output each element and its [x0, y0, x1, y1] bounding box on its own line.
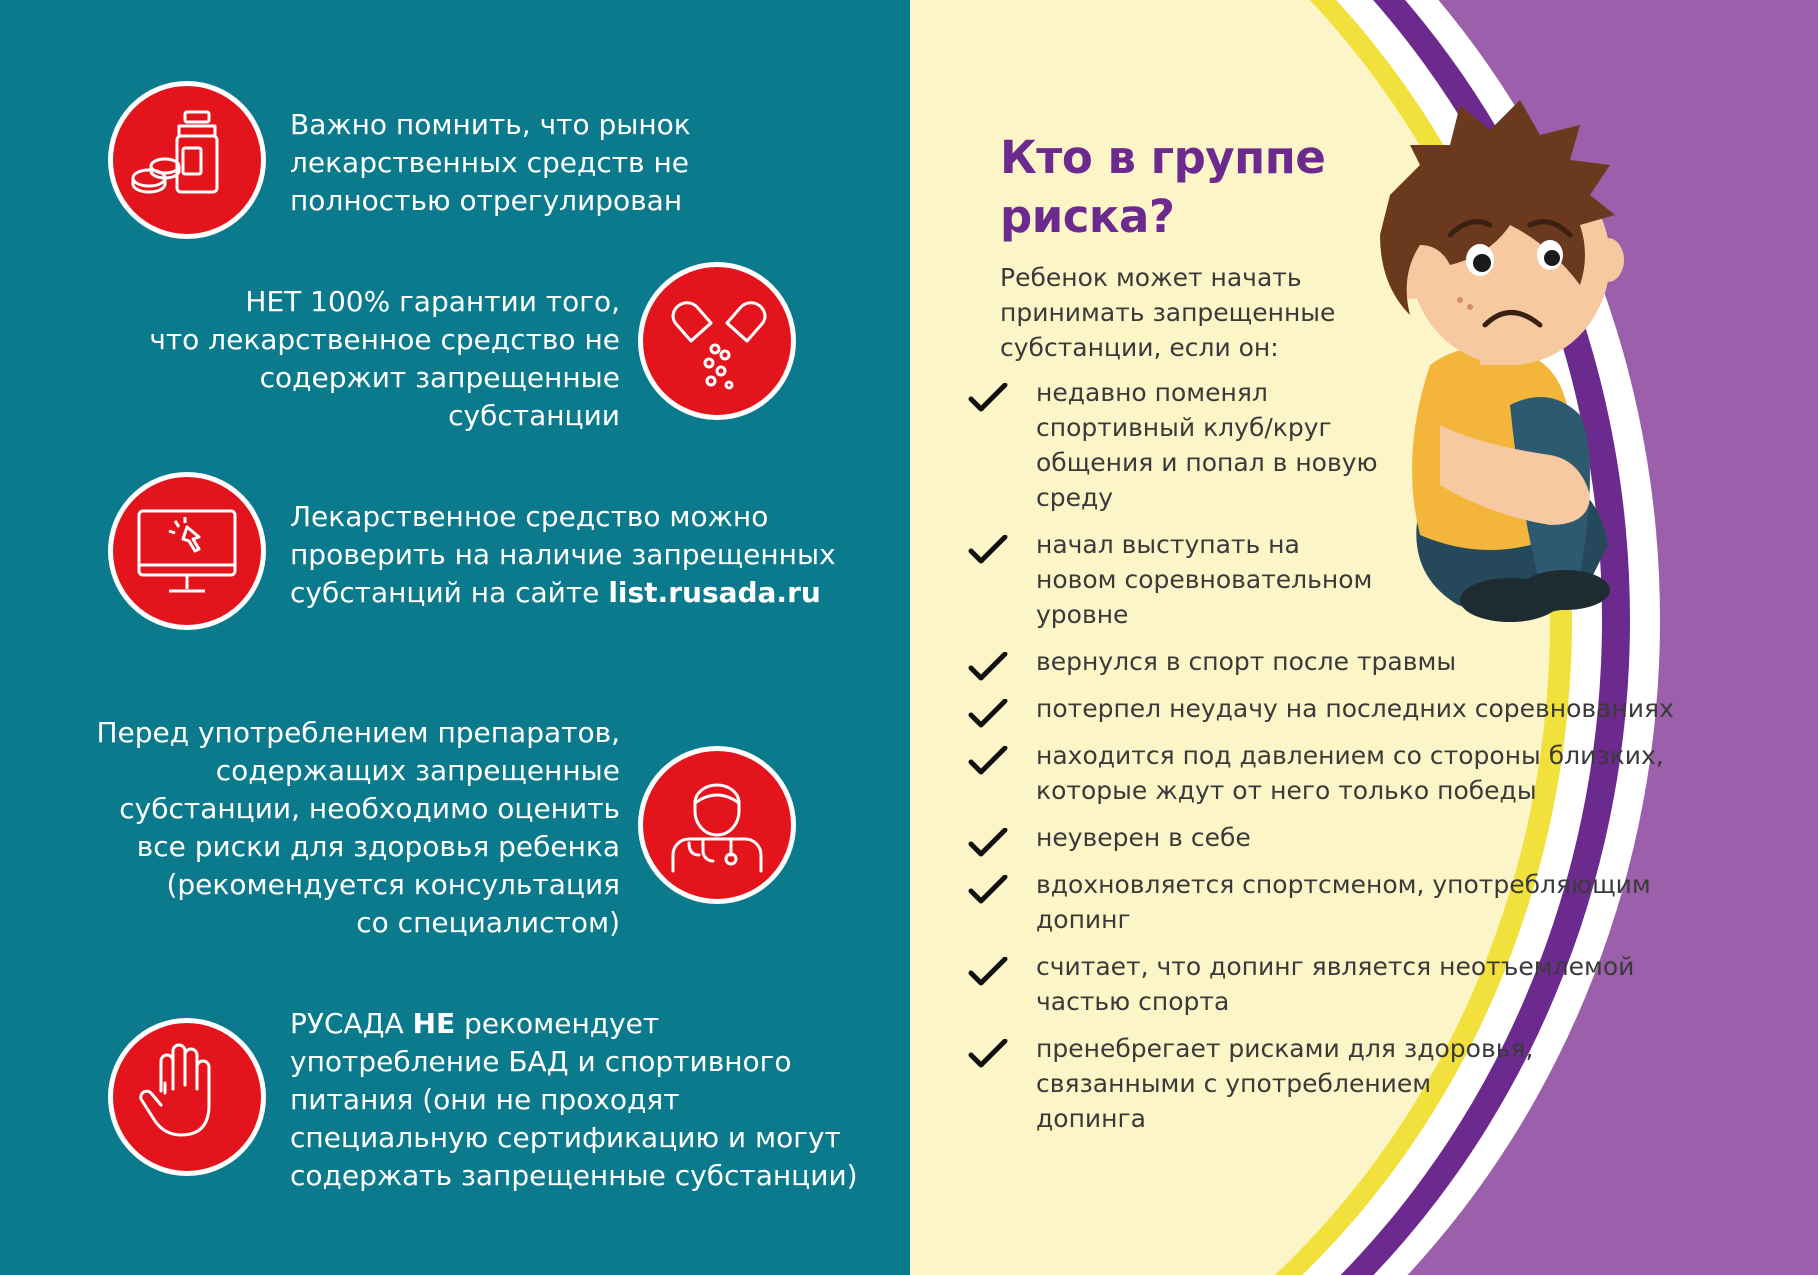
item-assess-risks — [80, 714, 620, 942]
item-line: специальную сертификацию и могут — [290, 1121, 841, 1154]
item-check-online — [290, 498, 850, 612]
item-line: употребление БАД и спортивного — [290, 1045, 792, 1078]
item-text: РУСАДА — [290, 1007, 413, 1040]
stop-hand-icon — [113, 1023, 261, 1171]
computer-click-icon — [113, 477, 261, 625]
item-line: Перед употреблением препаратов, — [96, 716, 620, 749]
risk-factor-item — [968, 1031, 1688, 1136]
doctor-icon — [643, 751, 791, 899]
risk-line: потерпел неудачу на последних соревнованиях — [1036, 694, 1674, 723]
item-line: питания (они не проходят — [290, 1083, 680, 1116]
risk-line: вернулся в спорт после травмы — [1036, 647, 1457, 676]
risk-line: считает, что допинг является неотъемлемой — [1036, 952, 1635, 981]
title-line: Кто в группе — [1000, 131, 1326, 184]
item-line: (рекомендуется консультация — [166, 868, 620, 901]
risk-line: частью спорта — [1036, 987, 1230, 1016]
item-line: НЕТ 100% гарантии того, — [245, 285, 620, 318]
risk-line: допинга — [1036, 1104, 1146, 1133]
risk-group-intro — [1000, 260, 1360, 365]
item-line: содержащих запрещенные — [215, 754, 620, 787]
item-line: все риски для здоровья ребенка — [136, 830, 620, 863]
risk-line: спортивный клуб/круг — [1036, 413, 1332, 442]
risk-factor-item — [968, 738, 1688, 808]
risk-line: пренебрегает рисками для здоровья, — [1036, 1034, 1534, 1063]
risk-line: которые ждут от него только победы — [1036, 776, 1537, 805]
risk-line: общения и попал в новую — [1036, 448, 1378, 477]
rusada-list-link[interactable]: list.rusada.ru — [608, 576, 821, 609]
item-line: лекарственных средств не — [290, 146, 689, 179]
risk-line: связанными с употреблением — [1036, 1069, 1432, 1098]
item-text: рекомендует — [455, 1007, 660, 1040]
item-line — [290, 574, 850, 612]
risk-factor-item — [968, 691, 1688, 726]
item-bold-text: НЕ — [412, 1007, 456, 1040]
risk-group-title — [1000, 128, 1360, 246]
medicine-badge — [108, 81, 266, 239]
item-no-guarantee — [80, 283, 620, 435]
item-line: содержит запрещенные субстанции — [259, 361, 620, 432]
item-line: что лекарственное средство не — [149, 323, 620, 356]
sad-boy-illustration — [1360, 85, 1680, 645]
checkmark-icon — [968, 699, 1008, 729]
stop-hand-badge — [108, 1018, 266, 1176]
item-line: полностью отрегулирован — [290, 184, 683, 217]
checkmark-icon — [968, 828, 1008, 858]
intro-line: принимать запрещенные — [1000, 298, 1336, 327]
checkmark-icon — [968, 383, 1008, 413]
intro-line: субстанции, если он: — [1000, 333, 1279, 362]
item-line: Важно помнить, что рынок — [290, 108, 691, 141]
risk-line: вдохновляется спортсменом, употребляющим — [1036, 870, 1651, 899]
risk-factor-item — [968, 644, 1688, 679]
intro-line: Ребенок может начать — [1000, 263, 1302, 292]
doctor-badge — [638, 746, 796, 904]
checkmark-icon — [968, 746, 1008, 776]
risk-line: уровне — [1036, 600, 1129, 629]
risk-factor-item — [968, 820, 1688, 855]
risk-factor-item — [968, 867, 1688, 937]
medicine-bottle-icon — [113, 86, 261, 234]
checkmark-icon — [968, 875, 1008, 905]
item-text: субстанций на сайте — [290, 576, 609, 609]
computer-badge — [108, 472, 266, 630]
item-line: содержать запрещенные субстанции) — [290, 1159, 858, 1192]
item-line — [290, 1005, 870, 1043]
checkmark-icon — [968, 652, 1008, 682]
broken-capsule-icon — [643, 267, 791, 415]
checkmark-icon — [968, 1039, 1008, 1069]
risk-factor-item — [968, 949, 1688, 1019]
risk-line: среду — [1036, 483, 1114, 512]
risk-line: новом соревновательном — [1036, 565, 1373, 594]
item-market-not-regulated — [290, 106, 750, 220]
title-line: риска? — [1000, 190, 1175, 243]
item-line: Лекарственное средство можно — [290, 500, 769, 533]
item-line: субстанции, необходимо оценить — [119, 792, 620, 825]
risk-line: допинг — [1036, 905, 1131, 934]
capsule-badge — [638, 262, 796, 420]
item-line: со специалистом) — [356, 906, 620, 939]
checkmark-icon — [968, 535, 1008, 565]
risk-line: начал выступать на — [1036, 530, 1300, 559]
risk-line: неуверен в себе — [1036, 823, 1251, 852]
item-line: проверить на наличие запрещенных — [290, 538, 836, 571]
risk-line: находится под давлением со стороны близких, — [1036, 741, 1664, 770]
checkmark-icon — [968, 957, 1008, 987]
risk-line: недавно поменял — [1036, 378, 1268, 407]
item-rusada-no-supplements — [290, 1005, 870, 1195]
